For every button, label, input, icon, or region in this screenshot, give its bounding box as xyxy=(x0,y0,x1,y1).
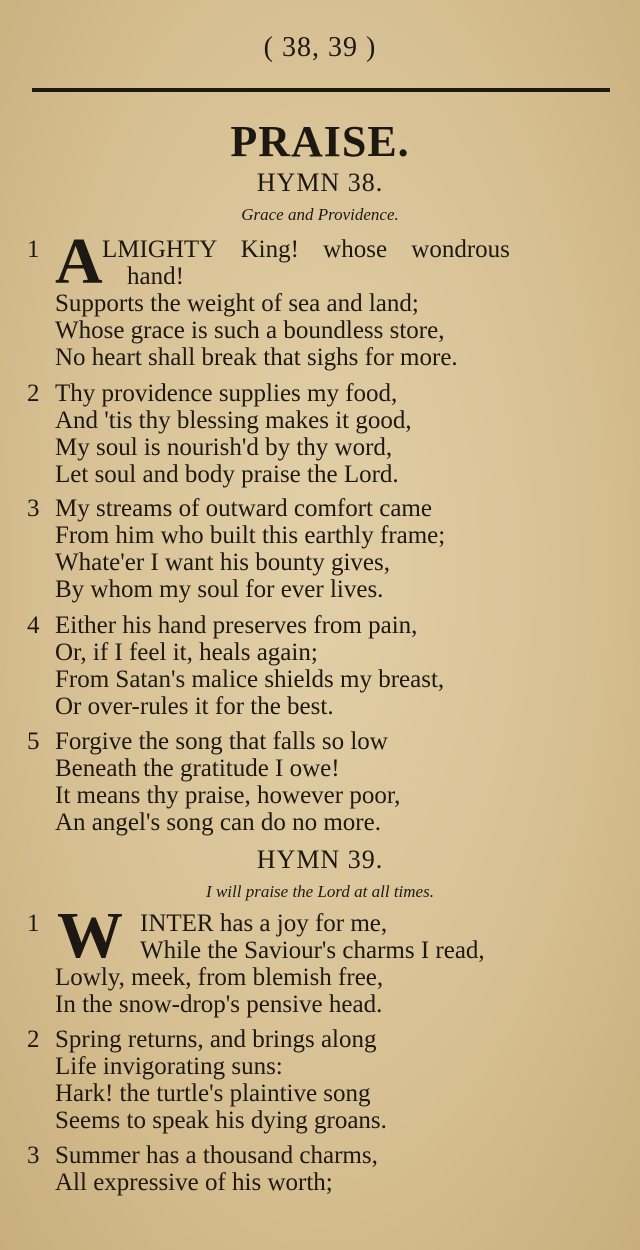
verse-line: From Satan's malice shields my breast, xyxy=(55,666,445,693)
verse-line: Life invigorating suns: xyxy=(55,1053,283,1080)
hymn-39-title: HYMN 39. xyxy=(256,845,384,874)
verse-line: By whom my soul for ever lives. xyxy=(55,576,384,603)
stanza-number: 3 xyxy=(27,495,40,522)
verse-line: Forgive the song that falls so low xyxy=(55,728,388,755)
verse-line: LMIGHTY King! whose wondrous xyxy=(102,236,510,263)
verse-line: From him who built this earthly frame; xyxy=(55,522,446,549)
stanza-number: 2 xyxy=(27,1026,40,1053)
verse-line: In the snow-drop's pensive head. xyxy=(55,991,383,1018)
verse-line: Whose grace is such a boundless store, xyxy=(55,317,445,344)
verse-line: hand! xyxy=(127,263,184,290)
hymn-38-subtitle: Grace and Providence. xyxy=(241,205,399,224)
stanza-number: 1 xyxy=(27,236,40,263)
verse-line: Or over-rules it for the best. xyxy=(55,693,334,720)
verse-line: All expressive of his worth; xyxy=(55,1169,333,1196)
verse-line: Beneath the gratitude I owe! xyxy=(55,755,340,782)
section-title: PRAISE. xyxy=(230,117,410,166)
verse-line: Hark! the turtle's plaintive song xyxy=(55,1080,371,1107)
verse-line: No heart shall break that sighs for more. xyxy=(55,344,458,371)
verse-line: Thy providence supplies my food, xyxy=(55,380,398,407)
verse-line: Seems to speak his dying groans. xyxy=(55,1107,387,1134)
stanza-number: 1 xyxy=(27,910,40,937)
verse-line: INTER has a joy for me, xyxy=(140,910,388,937)
verse-line: Or, if I feel it, heals again; xyxy=(55,639,318,666)
hymn-38-title: HYMN 38. xyxy=(256,168,384,197)
verse-line: Supports the weight of sea and land; xyxy=(55,290,419,317)
verse-line: Summer has a thousand charms, xyxy=(55,1142,378,1169)
verse-line: Spring returns, and brings along xyxy=(55,1026,377,1053)
stanza-number: 3 xyxy=(27,1142,40,1169)
stanza-number: 5 xyxy=(27,728,40,755)
verse-line: It means thy praise, however poor, xyxy=(55,782,401,809)
page-reference: ( 38, 39 ) xyxy=(263,32,377,63)
verse-line: My soul is nourish'd by thy word, xyxy=(55,434,393,461)
verse-line: An angel's song can do no more. xyxy=(55,809,381,836)
verse-line: While the Saviour's charms I read, xyxy=(140,937,485,964)
hymn-39-subtitle: I will praise the Lord at all times. xyxy=(206,882,434,901)
drop-cap: A xyxy=(55,225,103,298)
verse-line: My streams of outward comfort came xyxy=(55,495,432,522)
stanza-number: 4 xyxy=(27,612,40,639)
verse-line: Lowly, meek, from blemish free, xyxy=(55,964,384,991)
verse-line: Let soul and body praise the Lord. xyxy=(55,461,399,488)
stanza-number: 2 xyxy=(27,380,40,407)
verse-line: And 'tis thy blessing makes it good, xyxy=(55,407,412,434)
verse-line: Whate'er I want his bounty gives, xyxy=(55,549,390,576)
header-rule xyxy=(32,88,610,92)
verse-line: Either his hand preserves from pain, xyxy=(55,612,418,639)
drop-cap: W xyxy=(57,899,123,972)
